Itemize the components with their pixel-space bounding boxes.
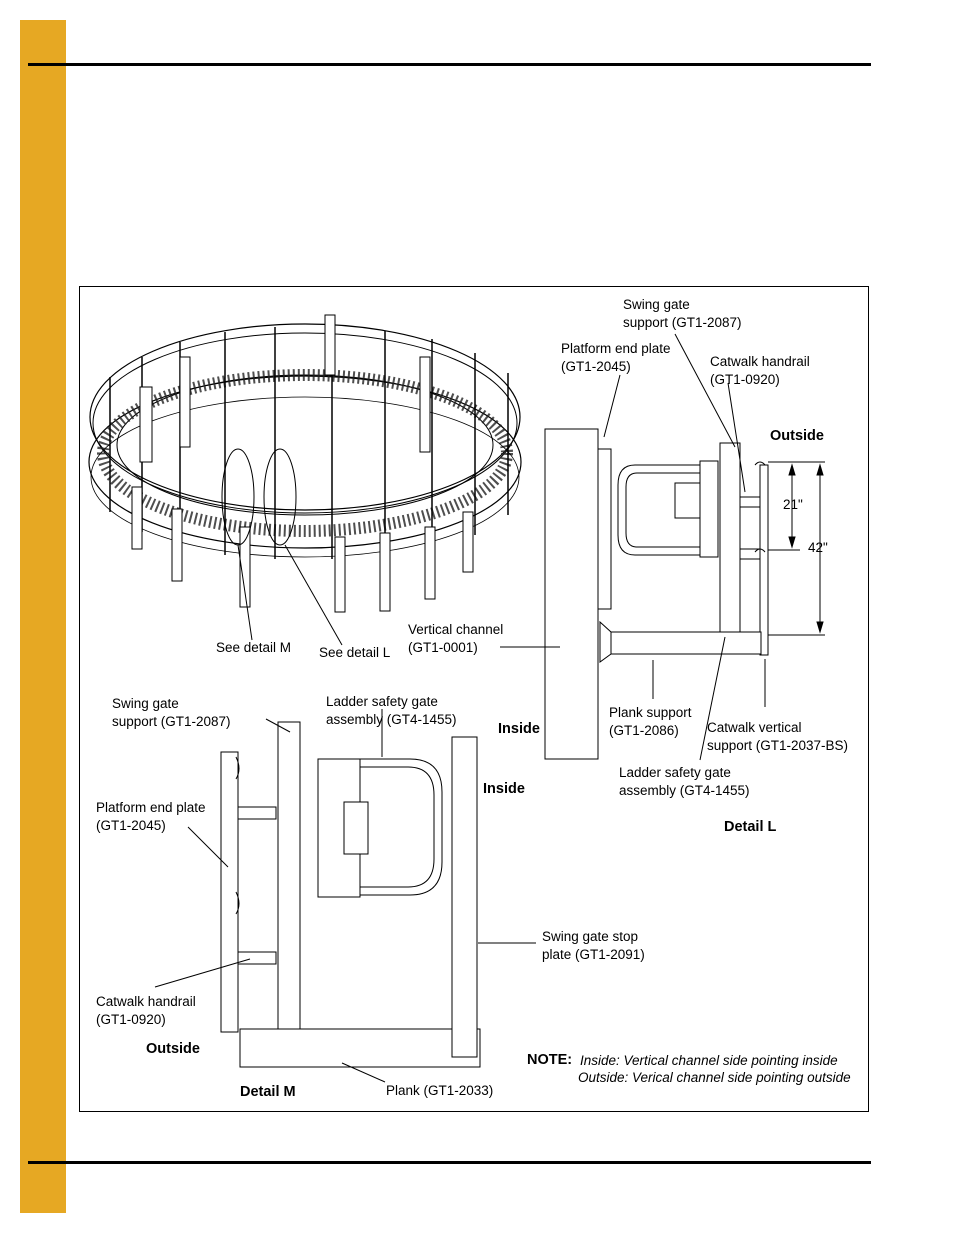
catwalk-ring-overview: [89, 315, 521, 645]
note-line-1: Inside: Vertical channel side pointing inside: [580, 1053, 838, 1068]
m-catwalk-handrail-label-1: Catwalk handrail: [96, 994, 196, 1009]
dim-21-label: 21": [783, 497, 803, 512]
l-outside-label: Outside: [770, 428, 824, 444]
see-detail-m-label: See detail M: [216, 640, 292, 655]
m-platform-end-plate-label-2: (GT1-2045): [96, 818, 166, 833]
m-outside-label: Outside: [146, 1041, 200, 1057]
l-swing-gate-support-label-1: Swing gate: [623, 297, 690, 312]
footer-rule: [28, 1161, 871, 1164]
m-ladder-gate-label-1: Ladder safety gate: [326, 694, 438, 709]
m-plank-label: Plank (GT1-2033): [386, 1083, 494, 1098]
m-swing-gate-stop-label-2: plate (GT1-2091): [542, 947, 645, 962]
detail-m-drawing: [155, 709, 536, 1082]
note-heading: NOTE:: [527, 1052, 573, 1068]
l-ladder-gate-label-1: Ladder safety gate: [619, 765, 731, 780]
m-ladder-gate-label-2: assembly (GT4-1455): [326, 712, 457, 727]
l-vertical-channel-label-2: (GT1-0001): [408, 640, 478, 655]
l-catwalk-vertical-label-1: Catwalk vertical: [707, 720, 802, 735]
header-rule: [28, 63, 871, 66]
figure-drawing: [80, 287, 868, 1111]
sidebar-color-bar: [20, 20, 66, 1213]
dim-42-label: 42": [808, 540, 828, 555]
l-platform-end-plate-label-1: Platform end plate: [561, 341, 671, 356]
m-catwalk-handrail-label-2: (GT1-0920): [96, 1012, 166, 1027]
l-vertical-channel-label-1: Vertical channel: [408, 622, 504, 637]
detail-m-caption: Detail M: [240, 1084, 296, 1100]
l-plank-support-label-1: Plank support: [609, 705, 692, 720]
m-platform-end-plate-label-1: Platform end plate: [96, 800, 206, 815]
figure-frame: [79, 286, 869, 1112]
m-inside-label: Inside: [483, 781, 525, 797]
m-swing-gate-support-label-2: support (GT1-2087): [112, 714, 231, 729]
see-detail-l-label: See detail L: [319, 645, 391, 660]
l-catwalk-handrail-label-1: Catwalk handrail: [710, 354, 810, 369]
note-line-2: Outside: Verical channel side pointing outside: [578, 1070, 851, 1085]
l-swing-gate-support-label-2: support (GT1-2087): [623, 315, 742, 330]
m-swing-gate-stop-label-1: Swing gate stop: [542, 929, 639, 944]
l-ladder-gate-label-2: assembly (GT4-1455): [619, 783, 750, 798]
l-platform-end-plate-label-2: (GT1-2045): [561, 359, 631, 374]
l-catwalk-vertical-label-2: support (GT1-2037-BS): [707, 738, 849, 753]
l-plank-support-label-2: (GT1-2086): [609, 723, 679, 738]
l-inside-label: Inside: [498, 721, 540, 737]
m-swing-gate-support-label-1: Swing gate: [112, 696, 179, 711]
detail-l-caption: Detail L: [724, 819, 777, 835]
l-catwalk-handrail-label-2: (GT1-0920): [710, 372, 780, 387]
detail-l-drawing: [500, 334, 825, 760]
